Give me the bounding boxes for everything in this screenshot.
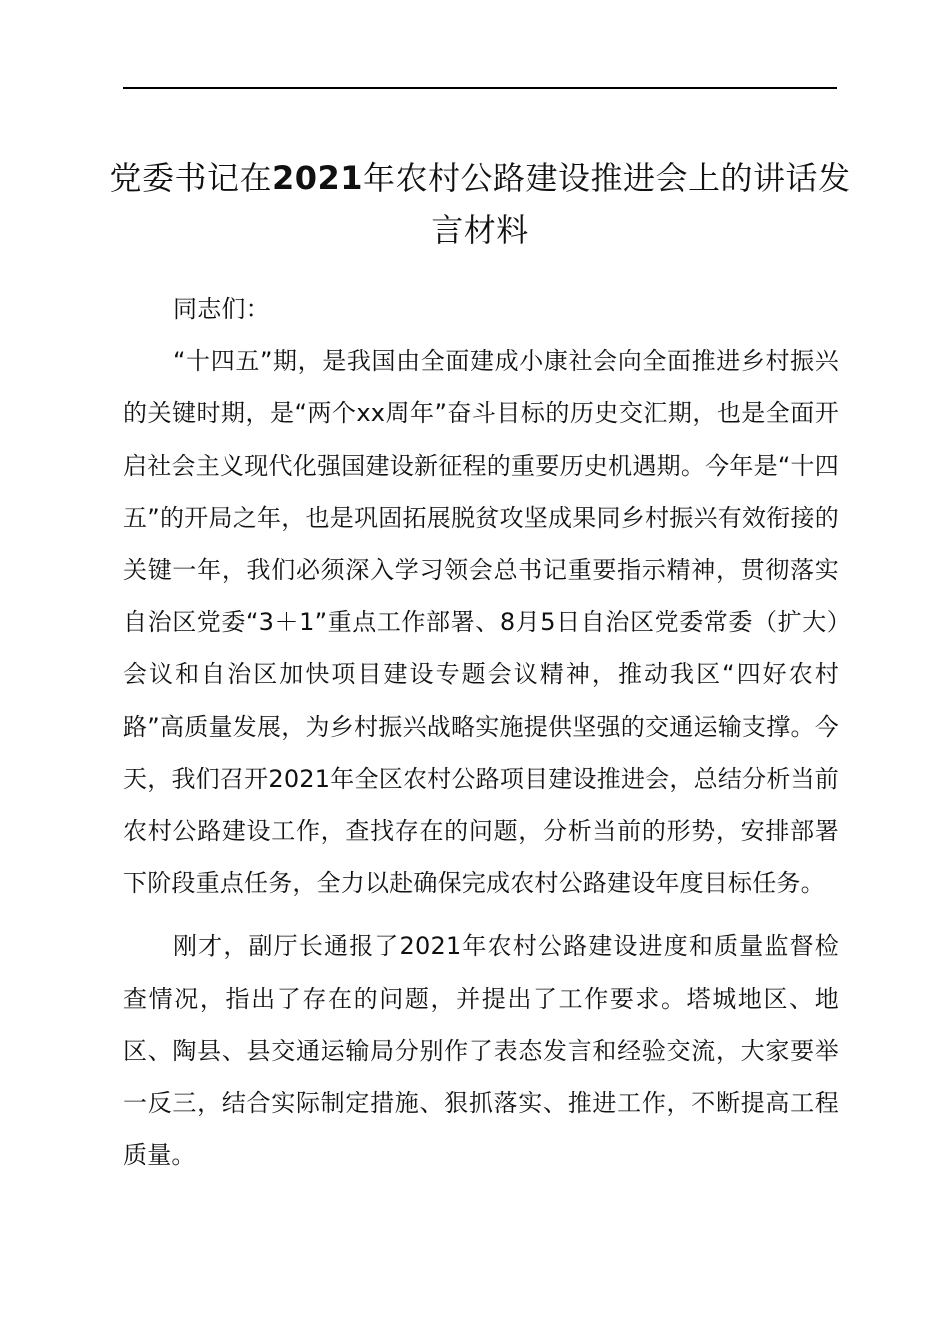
paragraph-1: “十四五”期，是我国由全面建成小康社会向全面推进乡村振兴的关键时期，是“两个xx周年”奋斗目标的历史交汇期，也是全面开启社会主义现代化强国建设新征程的重要历史机遇期。今年是“十四五”的开局之年，也是巩固拓展脱贫攻坚成果同乡村振兴有效衔接的关键一年，我们必须深入学习领会总书记重要指示精神，贯彻落实自治区党委“3＋1”重点工作部署、8月5日自治区党委常委（扩大）会议和自治区加快项目建设专题会议精神，推动我区“四好农村路”高质量发展，为乡村振兴战略实施提供坚强的交通运输支撑。今天，我们召开2021年全区农村公路项目建设推进会，总结分析当前农村公路建设工作，查找存在的问题，分析当前的形势，安排部署下阶段重点任务，全力以赴确保完成农村公路建设年度目标任务。 xyxy=(123,347,839,898)
document-title xyxy=(100,152,860,256)
header-rule xyxy=(123,87,837,89)
title-year: 2021 xyxy=(271,159,364,197)
paragraph-2: 刚才，副厅长通报了2021年农村公路建设进度和质量监督检查情况，指出了存在的问题，并提出了工作要求。塔城地区、地区、陶县、县交通运输局分别作了表态发言和经验交流，大家要举一反三，结合实际制定措施、狠抓落实、推进工作，不断提高工程质量。 xyxy=(123,932,839,1170)
salutation: 同志们： xyxy=(173,295,270,323)
title-part-2: 年农村公路建设推进会上的讲话发言材料 xyxy=(363,159,851,249)
title-part-1: 党委书记在 xyxy=(109,159,272,197)
document-body xyxy=(123,283,839,1181)
